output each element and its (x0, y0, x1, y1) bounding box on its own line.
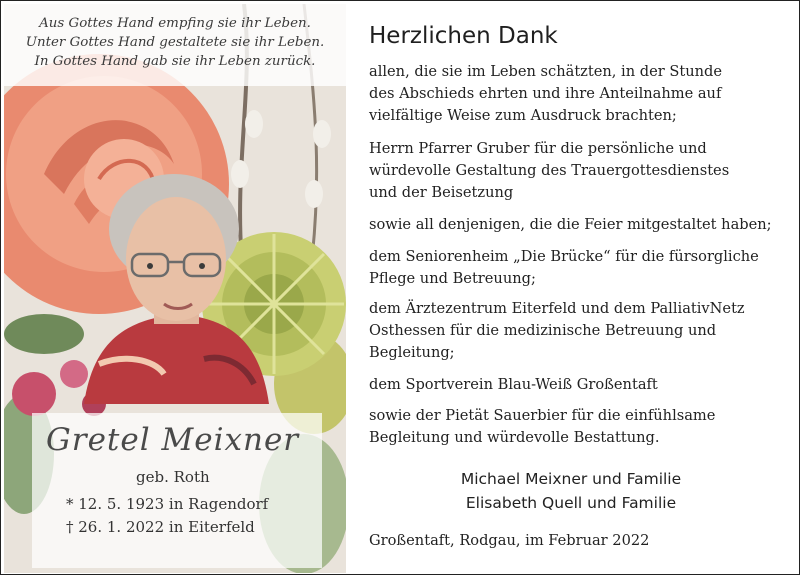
place-date: Großentaft, Rodgau, im Februar 2022 (369, 532, 650, 549)
quote-line: In Gottes Hand gab sie ihr Leben zurück. (34, 54, 316, 69)
paragraph-line: dem Ärztezentrum Eiterfeld und dem PalliativNetz (369, 300, 745, 317)
paragraph-line: vielfältige Weise zum Ausdruck brachten; (369, 107, 677, 124)
paragraph-line: Pflege und Betreuung; (369, 270, 536, 287)
thanks-paragraph (369, 246, 759, 290)
heading: Herzlichen Dank (369, 23, 558, 49)
paragraph-line: Begleitung; (369, 344, 455, 361)
signature-line: Michael Meixner und Familie (460, 470, 682, 488)
birth-date: * 12. 5. 1923 in Ragendorf (66, 495, 269, 513)
signature-line: Elisabeth Quell und Familie (465, 494, 677, 512)
quote-line: Unter Gottes Hand gestaltete sie ihr Leben. (25, 35, 325, 50)
paragraph-line: sowie all denjenigen, die die Feier mitgestaltet haben; (369, 216, 772, 233)
paragraph-line: allen, die sie im Leben schätzten, in der Stunde (369, 63, 722, 80)
paragraph-line: sowie der Pietät Sauerbier für die einfühlsame (369, 407, 716, 424)
maiden-name: geb. Roth (136, 468, 210, 486)
paragraph-line: des Abschieds ehrten und ihre Anteilnahme auf (369, 85, 722, 102)
thanks-paragraph (369, 214, 772, 236)
photo-panel (4, 4, 346, 573)
paragraph-line: Begleitung und würdevolle Bestattung. (369, 429, 660, 446)
deceased-name: Gretel Meixner (46, 422, 300, 458)
death-date: † 26. 1. 2022 in Eiterfeld (66, 518, 255, 536)
epitaph-quote (4, 4, 346, 86)
paragraph-line: dem Seniorenheim „Die Brücke“ für die fürsorgliche (369, 248, 759, 265)
quote-line: Aus Gottes Hand empfing sie ihr Leben. (39, 16, 311, 31)
paragraph-line: dem Sportverein Blau-Weiß Großentaft (369, 376, 658, 393)
thanks-paragraph (369, 298, 745, 364)
paragraph-line: Osthessen für die medizinische Betreuung und (369, 322, 717, 339)
paragraph-line: Herrn Pfarrer Gruber für die persönliche und (369, 140, 707, 157)
paragraph-line: würdevolle Gestaltung des Trauergottesdienstes (369, 162, 730, 179)
thanks-paragraph (369, 138, 729, 204)
thanks-paragraph (369, 405, 715, 449)
thanks-paragraph (369, 61, 722, 127)
thanks-paragraph (369, 374, 658, 396)
paragraph-line: und der Beisetzung (369, 184, 514, 201)
